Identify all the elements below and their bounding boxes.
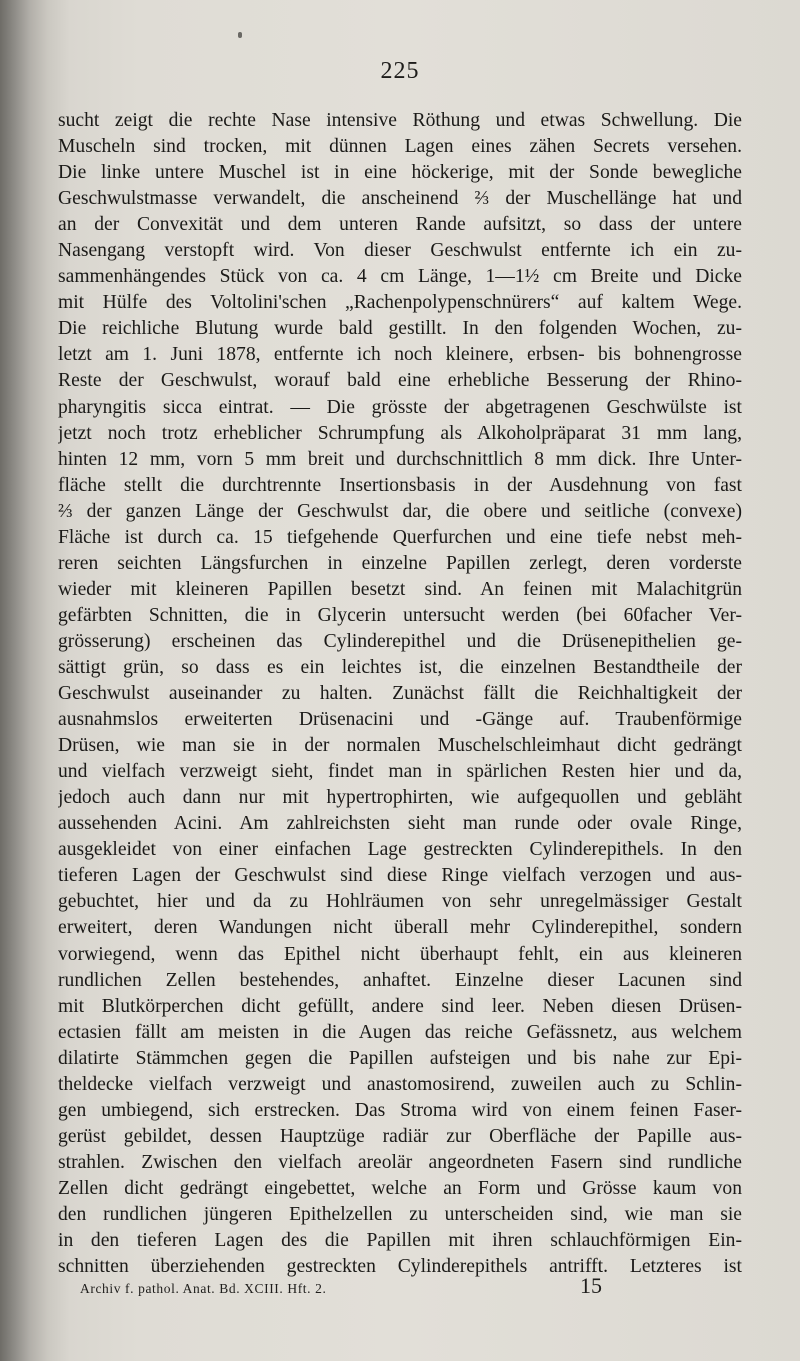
text-line: Die linke untere Muschel ist in eine höckerige, mit der Sonde bewegliche xyxy=(58,162,742,184)
text-line: Die reichliche Blutung wurde bald gestillt. In den folgenden Wochen, zu- xyxy=(58,318,742,340)
text-line: ausnahmslos erweiterten Drüsenacini und -Gänge auf. Traubenförmige xyxy=(58,709,742,731)
text-line: und vielfach verzweigt sieht, findet man in spärlichen Resten hier und da, xyxy=(58,761,742,783)
text-line: Muscheln sind trocken, mit dünnen Lagen eines zähen Secrets versehen. xyxy=(58,136,742,158)
signature-mark: 15 xyxy=(580,1273,602,1298)
text-line: theldecke vielfach verzweigt und anastomosirend, zuweilen auch zu Schlin- xyxy=(58,1073,742,1095)
text-line: Reste der Geschwulst, worauf bald eine erhebliche Besserung der Rhino- xyxy=(58,370,742,392)
text-line: mit Hülfe des Voltolini'schen „Rachenpolypenschnürers“ auf kaltem Wege. xyxy=(58,292,742,314)
text-line: sammenhängendes Stück von ca. 4 cm Länge, 1—1½ cm Breite und Dicke xyxy=(58,266,742,288)
text-line: grösserung) erscheinen das Cylinderepithel und die Drüsenepithelien ge- xyxy=(58,630,742,652)
text-line: aussehenden Acini. Am zahlreichsten sieht man runde oder ovale Ringe, xyxy=(58,813,742,835)
text-line: vorwiegend, wenn das Epithel nicht überhaupt fehlt, ein aus kleineren xyxy=(58,943,742,965)
text-line: tieferen Lagen der Geschwulst sind diese Ringe vielfach verzogen und aus- xyxy=(58,865,742,887)
text-line: reren seichten Längsfurchen in einzelne Papillen zerlegt, deren vorderste xyxy=(58,552,742,574)
text-line: strahlen. Zwischen den vielfach areolär angeordneten Fasern sind rundliche xyxy=(58,1151,742,1173)
text-line: an der Convexität und dem unteren Rande aufsitzt, so dass der untere xyxy=(58,214,742,236)
text-line: Nasengang verstopft wird. Von dieser Geschwulst entfernte ich ein zu- xyxy=(58,240,742,262)
text-line: jedoch auch dann nur mit hypertrophirten, wie aufgequollen und gebläht xyxy=(58,787,742,809)
text-line: jetzt noch trotz erheblicher Schrumpfung als Alkoholpräparat 31 mm lang, xyxy=(58,422,742,444)
text-line: Fläche ist durch ca. 15 tiefgehende Querfurchen und eine tiefe nebst meh- xyxy=(58,526,742,548)
text-line: wieder mit kleineren Papillen besetzt sind. An feinen mit Malachitgrün xyxy=(58,578,742,600)
text-line: fläche stellt die durchtrennte Insertionsbasis in der Ausdehnung von fast xyxy=(58,474,742,496)
text-line: sucht zeigt die rechte Nase intensive Röthung und etwas Schwellung. Die xyxy=(58,110,742,131)
text-line: pharyngitis sicca eintrat. — Die grösste der abgetragenen Geschwülste ist xyxy=(58,396,742,418)
text-line: gebuchtet, hier und da zu Hohlräumen von sehr unregelmässiger Gestalt xyxy=(58,891,742,913)
text-line: letzt am 1. Juni 1878, entfernte ich noch kleinere, erbsen- bis bohnengrosse xyxy=(58,344,742,366)
text-line: ⅔ der ganzen Länge der Geschwulst dar, die obere und seitliche (convexe) xyxy=(58,500,742,522)
text-line: gerüst gebildet, dessen Hauptzüge radiär zur Oberfläche der Papille aus- xyxy=(58,1125,742,1147)
text-line: schnitten überziehenden gestreckten Cylinderepithels antrifft. Letzteres ist xyxy=(58,1256,742,1278)
text-line: Drüsen, wie man sie in der normalen Muschelschleimhaut dicht gedrängt xyxy=(58,735,742,757)
text-line: ausgekleidet von einer einfachen Lage gestreckten Cylinderepithels. In den xyxy=(58,839,742,861)
body-text xyxy=(58,108,742,1280)
text-line: Geschwulstmasse verwandelt, die anscheinend ⅔ der Muschellänge hat und xyxy=(58,188,742,210)
text-line: ectasien fällt am meisten in die Augen das reiche Gefässnetz, aus welchem xyxy=(58,1021,742,1043)
text-line: gen umbiegend, sich erstrecken. Das Stroma wird von einem feinen Faser- xyxy=(58,1099,742,1121)
text-line: Zellen dicht gedrängt eingebettet, welche an Form und Grösse kaum von xyxy=(58,1177,742,1199)
text-line: mit Blutkörperchen dicht gefüllt, andere sind leer. Neben diesen Drüsen- xyxy=(58,995,742,1017)
text-line: Geschwulst auseinander zu halten. Zunächst fällt die Reichhaltigkeit der xyxy=(58,683,742,705)
text-line: hinten 12 mm, vorn 5 mm breit und durchschnittlich 8 mm dick. Ihre Unter- xyxy=(58,448,742,470)
ink-speck xyxy=(238,32,242,38)
text-line: rundlichen Zellen bestehendes, anhaftet. Einzelne dieser Lacunen sind xyxy=(58,969,742,991)
text-line: gefärbten Schnitten, die in Glycerin untersucht werden (bei 60facher Ver- xyxy=(58,604,742,626)
text-line: dilatirte Stämmchen gegen die Papillen aufsteigen und bis nahe zur Epi- xyxy=(58,1047,742,1069)
text-line: in den tieferen Lagen des die Papillen mit ihren schlauchförmigen Ein- xyxy=(58,1230,742,1252)
text-line: erweitert, deren Wandungen nicht überall mehr Cylinderepithel, sondern xyxy=(58,917,742,939)
journal-citation: Archiv f. pathol. Anat. Bd. XCIII. Hft. 2. xyxy=(80,1281,327,1296)
text-line: den rundlichen jüngeren Epithelzellen zu unterscheiden sind, wie man sie xyxy=(58,1203,742,1225)
text-line: sättigt grün, so dass es ein leichtes ist, die einzelnen Bestandtheile der xyxy=(58,656,742,678)
page-number: 225 xyxy=(380,58,420,84)
